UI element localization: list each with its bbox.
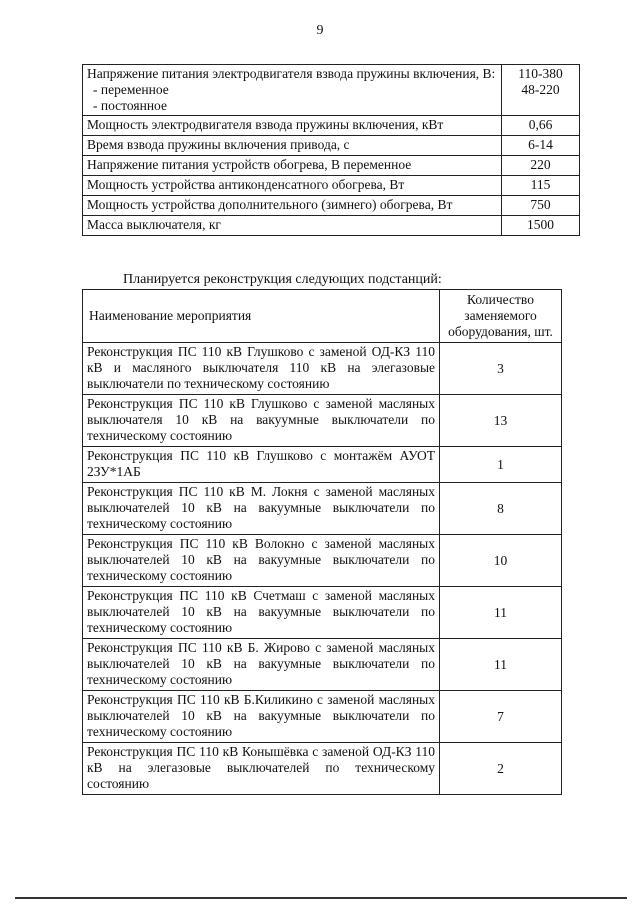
table-row (83, 395, 562, 447)
measure-description: Реконструкция ПС 110 кВ Б. Жирово с заменой масляных выключателей 10 кВ на вакуумные выключатели по техническому состоянию (83, 639, 440, 691)
specifications-table (82, 64, 580, 236)
equipment-quantity: 10 (440, 535, 562, 587)
spec-value-cell: 1500 (502, 216, 580, 236)
spec-name-cell: Мощность электродвигателя взвода пружины включения, кВт (83, 116, 502, 136)
spec-value-cell (502, 65, 580, 116)
spec-name-cell: Мощность устройства антиконденсатного обогрева, Вт (83, 176, 502, 196)
table-row (83, 196, 580, 216)
table-row (83, 587, 562, 639)
spec-value-cell: 220 (502, 156, 580, 176)
reconstruction-table (82, 289, 562, 795)
spec-name-cell: Напряжение питания устройств обогрева, В переменное (83, 156, 502, 176)
measure-description: Реконструкция ПС 110 кВ Конышёвка с заменой ОД-КЗ 110 кВ на элегазовые выключателей по техническому состоянию (83, 743, 440, 795)
table-row (83, 639, 562, 691)
voltage-dc-value: 48-220 (521, 82, 560, 97)
table-row (83, 216, 580, 236)
table-header-row (83, 290, 562, 343)
spec-value-cell: 115 (502, 176, 580, 196)
table-row (83, 343, 562, 395)
bottom-divider (15, 897, 627, 899)
voltage-ac-label: - переменное (93, 82, 169, 97)
measure-description: Реконструкция ПС 110 кВ Глушково с заменой масляных выключателя 10 кВ на вакуумные выключатели по техническому состоянию (83, 395, 440, 447)
spec-name-cell: Мощность устройства дополнительного (зимнего) обогрева, Вт (83, 196, 502, 216)
equipment-quantity: 1 (440, 447, 562, 483)
measure-description: Реконструкция ПС 110 кВ Б.Киликино с заменой масляных выключателей 10 кВ на вакуумные выключатели по техническому состоянию (83, 691, 440, 743)
equipment-quantity: 7 (440, 691, 562, 743)
equipment-quantity: 11 (440, 639, 562, 691)
equipment-quantity: 8 (440, 483, 562, 535)
table-row (83, 535, 562, 587)
table-row (83, 743, 562, 795)
table-row (83, 447, 562, 483)
column-header-quantity: Количество заменяемого оборудования, шт. (440, 290, 562, 343)
equipment-quantity: 2 (440, 743, 562, 795)
measure-description: Реконструкция ПС 110 кВ Глушково с монтажём АУОТ 2ЗУ*1АБ (83, 447, 440, 483)
table-row (83, 116, 580, 136)
equipment-quantity: 11 (440, 587, 562, 639)
table-row (83, 65, 580, 116)
measure-description: Реконструкция ПС 110 кВ Волокно с заменой масляных выключателей 10 кВ на вакуумные выключатели по техническому состоянию (83, 535, 440, 587)
measure-description: Реконструкция ПС 110 кВ М. Локня с заменой масляных выключателей 10 кВ на вакуумные выключатели по техническому состоянию (83, 483, 440, 535)
page-number: 9 (316, 23, 324, 38)
spec-name-cell (83, 65, 502, 116)
measure-description: Реконструкция ПС 110 кВ Счетмаш с заменой масляных выключателей 10 кВ на вакуумные выключатели по техническому состоянию (83, 587, 440, 639)
column-header-name: Наименование мероприятия (83, 290, 440, 343)
voltage-ac-value: 110-380 (518, 66, 563, 81)
table-row (83, 176, 580, 196)
spec-value-cell: 750 (502, 196, 580, 216)
spec-name-cell: Масса выключателя, кг (83, 216, 502, 236)
voltage-dc-label: - постоянное (93, 98, 167, 113)
table-row (83, 483, 562, 535)
equipment-quantity: 13 (440, 395, 562, 447)
spec-value-cell: 0,66 (502, 116, 580, 136)
spec-value-cell: 6-14 (502, 136, 580, 156)
voltage-label: Напряжение питания электродвигателя взвода пружины включения, В: (87, 66, 496, 81)
intro-paragraph: Планируется реконструкция следующих подстанций: (123, 272, 442, 287)
table-row (83, 156, 580, 176)
table-row (83, 691, 562, 743)
spec-name-cell: Время взвода пружины включения привода, с (83, 136, 502, 156)
measure-description: Реконструкция ПС 110 кВ Глушково с заменой ОД-КЗ 110 кВ и масляного выключателя 110 кВ на элегазовые выключатели по техническому состоянию (83, 343, 440, 395)
equipment-quantity: 3 (440, 343, 562, 395)
table-row (83, 136, 580, 156)
